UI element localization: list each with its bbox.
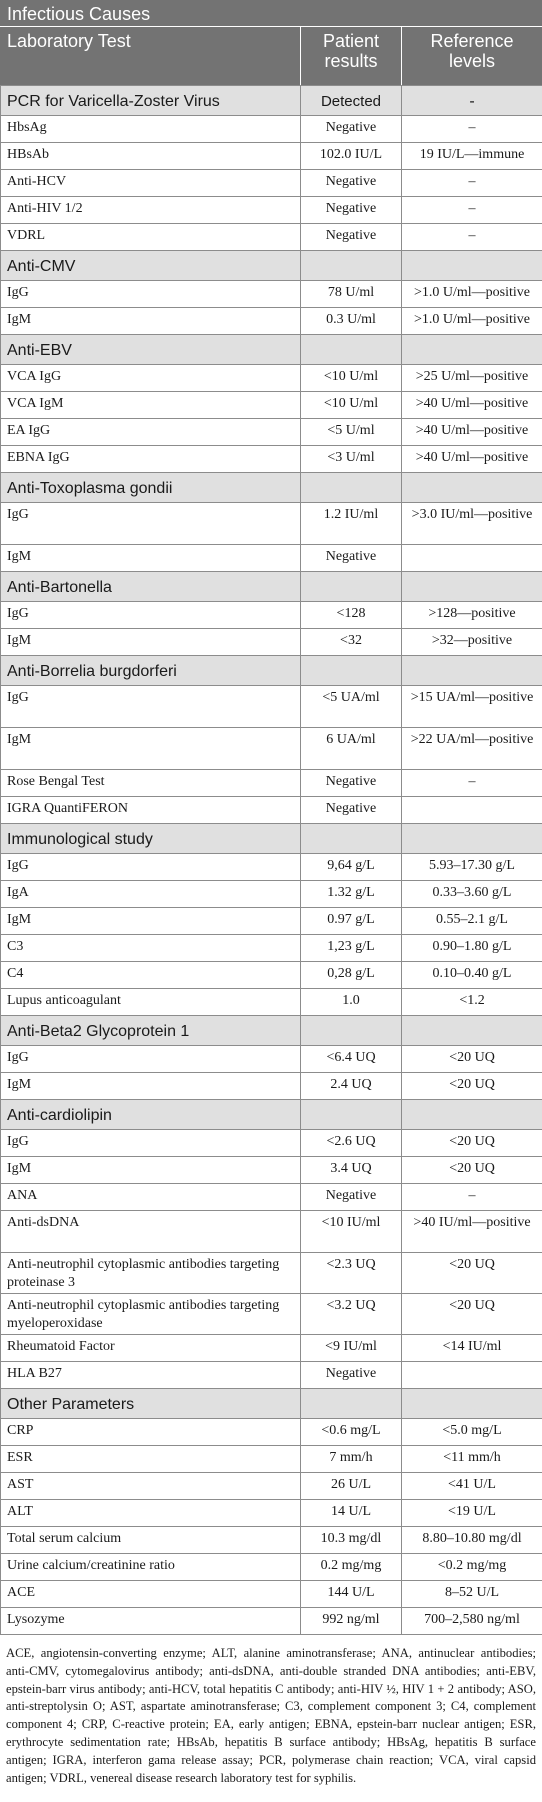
section-header-row — [1, 1100, 542, 1130]
patient-result-cell: 3.4 UQ — [301, 1157, 402, 1184]
table-row — [1, 224, 542, 251]
table-row — [1, 1253, 542, 1294]
test-name-cell: ANA — [1, 1184, 301, 1211]
patient-result-cell — [301, 1389, 402, 1419]
test-name-cell: Anti-neutrophil cytoplasmic antibodies targeting proteinase 3 — [1, 1253, 301, 1294]
reference-level-cell: >32—positive — [402, 629, 542, 656]
patient-result-cell — [301, 656, 402, 686]
patient-result-cell — [301, 572, 402, 602]
patient-result-cell: <10 U/ml — [301, 392, 402, 419]
test-name-cell: PCR for Varicella-Zoster Virus — [1, 86, 301, 116]
table-row — [1, 446, 542, 473]
test-name-cell: IgM — [1, 728, 301, 770]
reference-level-cell: <20 UQ — [402, 1294, 542, 1335]
reference-level-cell: 8–52 U/L — [402, 1581, 542, 1608]
table-row — [1, 1500, 542, 1527]
test-name-cell: VCA IgG — [1, 365, 301, 392]
patient-result-cell: Detected — [301, 86, 402, 116]
test-name-cell: IgG — [1, 602, 301, 629]
reference-level-cell: <11 mm/h — [402, 1446, 542, 1473]
test-name-cell: Anti-Toxoplasma gondii — [1, 473, 301, 503]
table-row — [1, 1130, 542, 1157]
reference-level-cell: <14 IU/ml — [402, 1335, 542, 1362]
reference-level-cell — [402, 656, 542, 686]
reference-level-cell: >40 U/ml—positive — [402, 446, 542, 473]
patient-result-cell: <10 U/ml — [301, 365, 402, 392]
test-name-cell: ESR — [1, 1446, 301, 1473]
reference-level-cell: >40 IU/ml—positive — [402, 1211, 542, 1253]
reference-level-cell: 5.93–17.30 g/L — [402, 854, 542, 881]
patient-result-cell: <5 UA/ml — [301, 686, 402, 728]
reference-level-cell — [402, 335, 542, 365]
test-name-cell: Urine calcium/creatinine ratio — [1, 1554, 301, 1581]
table-row — [1, 962, 542, 989]
reference-level-cell: – — [402, 170, 542, 197]
table-row — [1, 797, 542, 824]
patient-result-cell — [301, 335, 402, 365]
patient-result-cell: 26 U/L — [301, 1473, 402, 1500]
reference-level-cell: <19 U/L — [402, 1500, 542, 1527]
table-row — [1, 1419, 542, 1446]
reference-level-cell: – — [402, 770, 542, 797]
patient-result-cell: Negative — [301, 170, 402, 197]
test-name-cell: EA IgG — [1, 419, 301, 446]
table-row — [1, 419, 542, 446]
reference-level-cell: >22 UA/ml—positive — [402, 728, 542, 770]
table-row — [1, 1446, 542, 1473]
patient-result-cell: Negative — [301, 770, 402, 797]
test-name-cell: C3 — [1, 935, 301, 962]
patient-result-cell: <2.3 UQ — [301, 1253, 402, 1294]
table-row — [1, 545, 542, 572]
reference-level-cell — [402, 572, 542, 602]
test-name-cell: IgG — [1, 281, 301, 308]
patient-result-cell: <6.4 UQ — [301, 1046, 402, 1073]
test-name-cell: Anti-Bartonella — [1, 572, 301, 602]
table-row — [1, 935, 542, 962]
table-footnote: ACE, angiotensin-converting enzyme; ALT, alanine aminotransferase; ANA, antinuclear antibodies; anti-CMV, cytomegalovirus antibody; anti-dsDNA, anti-double stranded DNA antibodies; anti-EBV, epstein-barr virus antibody; anti-HCV, total hepatitis C antibody; anti-HIV ½, HIV 1 + 2 antibody; ASO, anti-streptolysin O; AST, aspartate aminotransferase; C3, complement component 3; C4, complement component 4; CRP, C-reactive protein; EA, early antigen; EBNA, epstein-barr nuclear antigen; ESR, erythrocyte sedimentation rate; HBsAb, hepatitis B surface antibody; HBsAg, hepatitis B surface antigen; IGRA, interferon gama release assay; PCR, polymerase chain reaction; VCA, viral capsid antigen; VDRL, venereal disease research laboratory test for syphilis. — [6, 1646, 536, 1785]
test-name-cell: IgG — [1, 686, 301, 728]
patient-result-cell: 992 ng/ml — [301, 1608, 402, 1635]
reference-level-cell: >40 U/ml—positive — [402, 419, 542, 446]
patient-result-cell: <3 U/ml — [301, 446, 402, 473]
patient-result-cell: Negative — [301, 116, 402, 143]
reference-level-cell: <20 UQ — [402, 1073, 542, 1100]
patient-result-cell: 0.3 U/ml — [301, 308, 402, 335]
test-name-cell: HbsAg — [1, 116, 301, 143]
section-header-row — [1, 473, 542, 503]
patient-result-cell: 7 mm/h — [301, 1446, 402, 1473]
reference-level-cell — [402, 1100, 542, 1130]
patient-result-cell: Negative — [301, 1184, 402, 1211]
table-row — [1, 1335, 542, 1362]
table-row — [1, 1073, 542, 1100]
test-name-cell: C4 — [1, 962, 301, 989]
table-row — [1, 770, 542, 797]
reference-level-cell: – — [402, 1184, 542, 1211]
test-name-cell: Anti-HIV 1/2 — [1, 197, 301, 224]
patient-result-cell: <0.6 mg/L — [301, 1419, 402, 1446]
patient-result-cell: 102.0 IU/L — [301, 143, 402, 170]
test-name-cell: Anti-dsDNA — [1, 1211, 301, 1253]
patient-result-cell — [301, 1016, 402, 1046]
table-row — [1, 1294, 542, 1335]
patient-result-cell: 0.97 g/L — [301, 908, 402, 935]
header-reference-levels: Reference levels — [402, 27, 542, 86]
patient-result-cell: 6 UA/ml — [301, 728, 402, 770]
patient-result-cell: <2.6 UQ — [301, 1130, 402, 1157]
table-row — [1, 1473, 542, 1500]
patient-result-cell: 78 U/ml — [301, 281, 402, 308]
section-header-row — [1, 335, 542, 365]
test-name-cell: IgG — [1, 854, 301, 881]
test-name-cell: Total serum calcium — [1, 1527, 301, 1554]
table-row — [1, 728, 542, 770]
table-row — [1, 989, 542, 1016]
test-name-cell: Anti-Beta2 Glycoprotein 1 — [1, 1016, 301, 1046]
reference-level-cell: 700–2,580 ng/ml — [402, 1608, 542, 1635]
patient-result-cell: <9 IU/ml — [301, 1335, 402, 1362]
reference-level-cell: 0.33–3.60 g/L — [402, 881, 542, 908]
patient-result-cell: <5 U/ml — [301, 419, 402, 446]
patient-result-cell: 0.2 mg/mg — [301, 1554, 402, 1581]
section-header-row — [1, 656, 542, 686]
test-name-cell: IGRA QuantiFERON — [1, 797, 301, 824]
test-name-cell: VDRL — [1, 224, 301, 251]
section-header-row — [1, 251, 542, 281]
reference-level-cell — [402, 1362, 542, 1389]
table-row — [1, 365, 542, 392]
test-name-cell: IgM — [1, 1073, 301, 1100]
table-row — [1, 1211, 542, 1253]
table-row — [1, 116, 542, 143]
patient-result-cell: Negative — [301, 197, 402, 224]
reference-level-cell: >15 UA/ml—positive — [402, 686, 542, 728]
test-name-cell: CRP — [1, 1419, 301, 1446]
test-name-cell: IgM — [1, 545, 301, 572]
table-row — [1, 881, 542, 908]
table-row — [1, 1581, 542, 1608]
reference-level-cell: <20 UQ — [402, 1046, 542, 1073]
reference-level-cell — [402, 473, 542, 503]
patient-result-cell: 2.4 UQ — [301, 1073, 402, 1100]
test-name-cell: IgG — [1, 503, 301, 545]
patient-result-cell: 9,64 g/L — [301, 854, 402, 881]
reference-level-cell: – — [402, 197, 542, 224]
reference-level-cell — [402, 1016, 542, 1046]
test-name-cell: IgM — [1, 308, 301, 335]
test-name-cell: IgA — [1, 881, 301, 908]
reference-level-cell — [402, 251, 542, 281]
test-name-cell: IgM — [1, 1157, 301, 1184]
table-header-row — [1, 27, 542, 86]
reference-level-cell: 0.10–0.40 g/L — [402, 962, 542, 989]
test-name-cell: VCA IgM — [1, 392, 301, 419]
table-row — [1, 908, 542, 935]
reference-level-cell — [402, 1389, 542, 1419]
patient-result-cell — [301, 1100, 402, 1130]
reference-level-cell: <5.0 mg/L — [402, 1419, 542, 1446]
table-row — [1, 1608, 542, 1635]
reference-level-cell: – — [402, 224, 542, 251]
table-row — [1, 602, 542, 629]
reference-level-cell: <0.2 mg/mg — [402, 1554, 542, 1581]
test-name-cell: IgG — [1, 1130, 301, 1157]
test-name-cell: Anti-EBV — [1, 335, 301, 365]
patient-result-cell — [301, 824, 402, 854]
patient-result-cell: 10.3 mg/dl — [301, 1527, 402, 1554]
section-header-row — [1, 86, 542, 116]
patient-result-cell: Negative — [301, 1362, 402, 1389]
patient-result-cell: Negative — [301, 545, 402, 572]
test-name-cell: Other Parameters — [1, 1389, 301, 1419]
table-row — [1, 686, 542, 728]
patient-result-cell: 0,28 g/L — [301, 962, 402, 989]
table-title-row — [1, 1, 542, 27]
reference-level-cell: 0.90–1.80 g/L — [402, 935, 542, 962]
test-name-cell: AST — [1, 1473, 301, 1500]
test-name-cell: ACE — [1, 1581, 301, 1608]
test-name-cell: Rose Bengal Test — [1, 770, 301, 797]
reference-level-cell: - — [402, 86, 542, 116]
test-name-cell: HLA B27 — [1, 1362, 301, 1389]
table-row — [1, 1184, 542, 1211]
patient-result-cell: <3.2 UQ — [301, 1294, 402, 1335]
table-row — [1, 1554, 542, 1581]
test-name-cell: Anti-CMV — [1, 251, 301, 281]
table-row — [1, 392, 542, 419]
reference-level-cell: >3.0 IU/ml—positive — [402, 503, 542, 545]
table-title: Infectious Causes — [1, 1, 542, 27]
test-name-cell: ALT — [1, 1500, 301, 1527]
reference-level-cell — [402, 797, 542, 824]
reference-level-cell: <20 UQ — [402, 1157, 542, 1184]
patient-result-cell: 144 U/L — [301, 1581, 402, 1608]
test-name-cell: EBNA IgG — [1, 446, 301, 473]
reference-level-cell — [402, 824, 542, 854]
test-name-cell: Immunological study — [1, 824, 301, 854]
reference-level-cell: >128—positive — [402, 602, 542, 629]
reference-level-cell: >25 U/ml—positive — [402, 365, 542, 392]
test-name-cell: Lupus anticoagulant — [1, 989, 301, 1016]
table-row — [1, 854, 542, 881]
table-row — [1, 1362, 542, 1389]
reference-level-cell: <41 U/L — [402, 1473, 542, 1500]
patient-result-cell: 1.32 g/L — [301, 881, 402, 908]
reference-level-cell — [402, 545, 542, 572]
patient-result-cell: <128 — [301, 602, 402, 629]
patient-result-cell: 14 U/L — [301, 1500, 402, 1527]
patient-result-cell: Negative — [301, 797, 402, 824]
reference-level-cell: <20 UQ — [402, 1253, 542, 1294]
patient-result-cell: 1.0 — [301, 989, 402, 1016]
reference-level-cell: 8.80–10.80 mg/dl — [402, 1527, 542, 1554]
test-name-cell: HBsAb — [1, 143, 301, 170]
patient-result-cell: 1.2 IU/ml — [301, 503, 402, 545]
table-row — [1, 281, 542, 308]
reference-level-cell: >1.0 U/ml—positive — [402, 281, 542, 308]
test-name-cell: Lysozyme — [1, 1608, 301, 1635]
reference-level-cell: – — [402, 116, 542, 143]
table-row — [1, 308, 542, 335]
table-row — [1, 170, 542, 197]
patient-result-cell — [301, 473, 402, 503]
table-row — [1, 629, 542, 656]
test-name-cell: IgM — [1, 908, 301, 935]
test-name-cell: Anti-cardiolipin — [1, 1100, 301, 1130]
reference-level-cell: <1.2 — [402, 989, 542, 1016]
table-row — [1, 1046, 542, 1073]
reference-level-cell: 19 IU/L—immune — [402, 143, 542, 170]
table-row — [1, 503, 542, 545]
patient-result-cell: <32 — [301, 629, 402, 656]
test-name-cell: Anti-neutrophil cytoplasmic antibodies targeting myeloperoxidase — [1, 1294, 301, 1335]
section-header-row — [1, 824, 542, 854]
reference-level-cell: <20 UQ — [402, 1130, 542, 1157]
table-row — [1, 143, 542, 170]
table-row — [1, 1527, 542, 1554]
reference-level-cell: >40 U/ml—positive — [402, 392, 542, 419]
test-name-cell: Anti-Borrelia burgdorferi — [1, 656, 301, 686]
header-laboratory-test: Laboratory Test — [1, 27, 301, 86]
test-name-cell: IgG — [1, 1046, 301, 1073]
reference-level-cell: >1.0 U/ml—positive — [402, 308, 542, 335]
header-patient-results: Patient results — [301, 27, 402, 86]
patient-result-cell: Negative — [301, 224, 402, 251]
patient-result-cell: 1,23 g/L — [301, 935, 402, 962]
patient-result-cell — [301, 251, 402, 281]
patient-result-cell: <10 IU/ml — [301, 1211, 402, 1253]
table-row — [1, 197, 542, 224]
reference-level-cell: 0.55–2.1 g/L — [402, 908, 542, 935]
section-header-row — [1, 1389, 542, 1419]
test-name-cell: IgM — [1, 629, 301, 656]
section-header-row — [1, 572, 542, 602]
table-row — [1, 1157, 542, 1184]
test-name-cell: Rheumatoid Factor — [1, 1335, 301, 1362]
test-name-cell: Anti-HCV — [1, 170, 301, 197]
section-header-row — [1, 1016, 542, 1046]
